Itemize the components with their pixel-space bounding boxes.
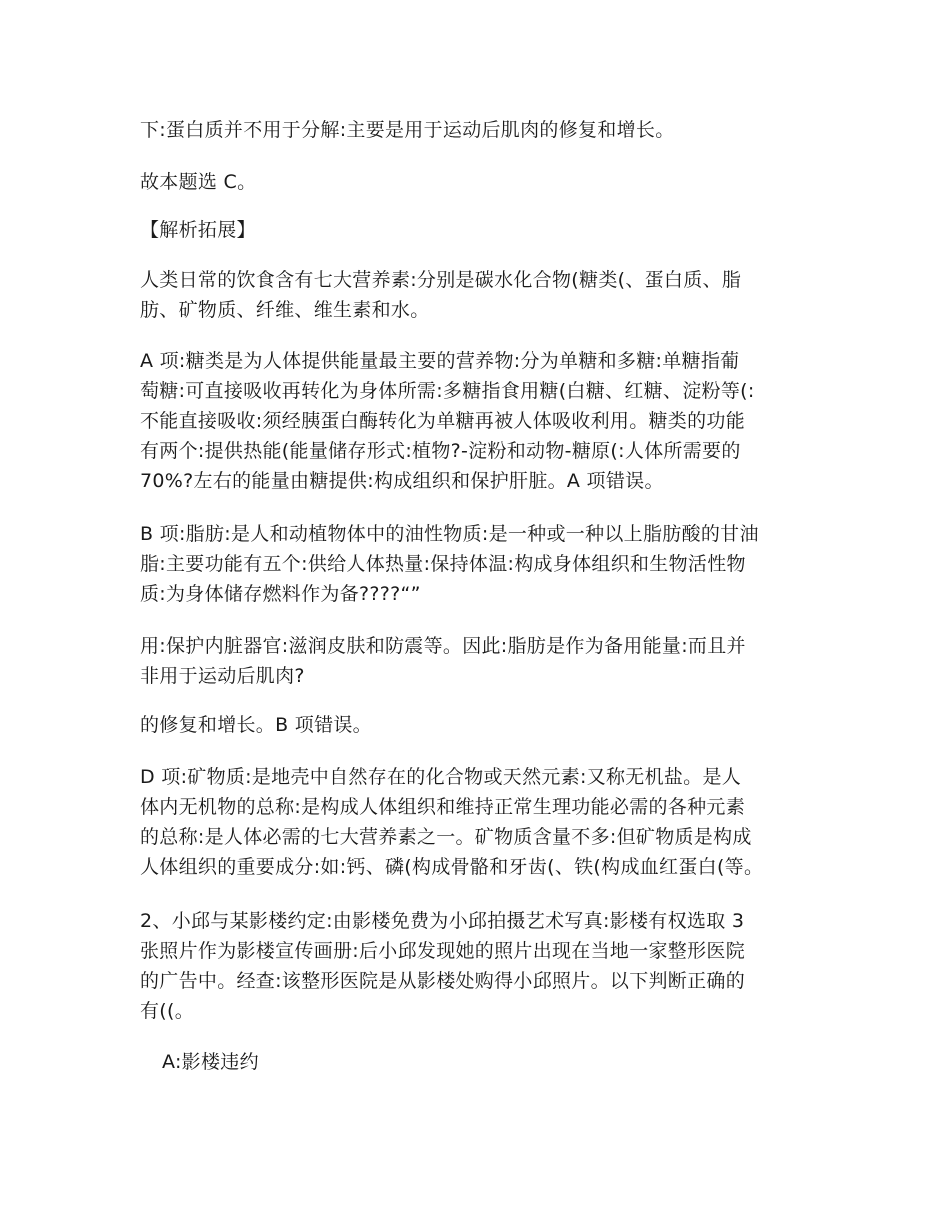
text-line: 非用于运动后肌肉? bbox=[140, 665, 305, 687]
paragraph-answer bbox=[140, 167, 812, 197]
text-line: D 项:矿物质:是地壳中自然存在的化合物或天然元素:又称无机盐。是人 bbox=[140, 766, 742, 788]
text-line: 下:蛋白质并不用于分解:主要是用于运动后肌肉的修复和增长。 bbox=[140, 119, 675, 141]
text-line: 有((。 bbox=[140, 1000, 195, 1022]
text-line: 的总称:是人体必需的七大营养素之一。矿物质含量不多:但矿物质是构成 bbox=[140, 826, 752, 848]
paragraph-fat-function bbox=[140, 631, 812, 691]
text-line: A 项:糖类是为人体提供能量最主要的营养物:分为单糖和多糖:单糖指葡 bbox=[140, 350, 740, 372]
question-2-option-a bbox=[162, 1047, 834, 1077]
text-line: 质:为身体储存燃料作为备????“” bbox=[140, 583, 421, 605]
paragraph-nutrients-intro bbox=[140, 265, 812, 325]
text-line: 用:保护内脏器官:滋润皮肤和防震等。因此:脂肪是作为备用能量:而且并 bbox=[140, 635, 746, 657]
text-line: A:影楼违约 bbox=[162, 1051, 259, 1073]
paragraph-option-b-fat bbox=[140, 519, 812, 609]
question-2-stem bbox=[140, 906, 812, 1026]
text-line: B 项:脂肪:是人和动植物体中的油性物质:是一种或一种以上脂肪酸的甘油 bbox=[140, 523, 759, 545]
text-line: 2、小邱与某影楼约定:由影楼免费为小邱拍摄艺术写真:影楼有权选取 3 bbox=[140, 910, 745, 932]
text-line: 肪、矿物质、纤维、维生素和水。 bbox=[140, 299, 430, 321]
section-heading-extension bbox=[140, 215, 812, 245]
paragraph-option-b-conclusion bbox=[140, 710, 812, 740]
text-line: 脂:主要功能有五个:供给人体热量:保持体温:构成身体组织和生物活性物 bbox=[140, 553, 746, 575]
text-line: 张照片作为影楼宣传画册:后小邱发现她的照片出现在当地一家整形医院 bbox=[140, 940, 746, 962]
text-line: 人体组织的重要成分:如:钙、磷(构成骨骼和牙齿(、铁(构成血红蛋白(等。 bbox=[140, 856, 764, 878]
text-line: 【解析拓展】 bbox=[140, 219, 256, 241]
text-line: 体内无机物的总称:是构成人体组织和维持正常生理功能必需的各种元素 bbox=[140, 796, 746, 818]
text-line: 萄糖:可直接吸收再转化为身体所需:多糖指食用糖(白糖、红糖、淀粉等(: bbox=[140, 380, 755, 402]
text-line: 的修复和增长。B 项错误。 bbox=[140, 714, 372, 736]
text-line: 有两个:提供热能(能量储存形式:植物?-淀粉和动物-糖原(:人体所需要的 bbox=[140, 440, 741, 462]
text-line: 不能直接吸收:须经胰蛋白酶转化为单糖再被人体吸收利用。糖类的功能 bbox=[140, 410, 746, 432]
paragraph-explanation-end bbox=[140, 115, 812, 145]
text-line: 的广告中。经查:该整形医院是从影楼处购得小邱照片。以下判断正确的 bbox=[140, 970, 746, 992]
text-line: 故本题选 C。 bbox=[140, 171, 257, 193]
text-line: 人类日常的饮食含有七大营养素:分别是碳水化合物(糖类(、蛋白质、脂 bbox=[140, 269, 742, 291]
text-line: 70%?左右的能量由糖提供:构成组织和保护肝脏。A 项错误。 bbox=[140, 470, 664, 492]
paragraph-option-a-sugar bbox=[140, 346, 812, 496]
paragraph-option-d-minerals bbox=[140, 762, 812, 882]
